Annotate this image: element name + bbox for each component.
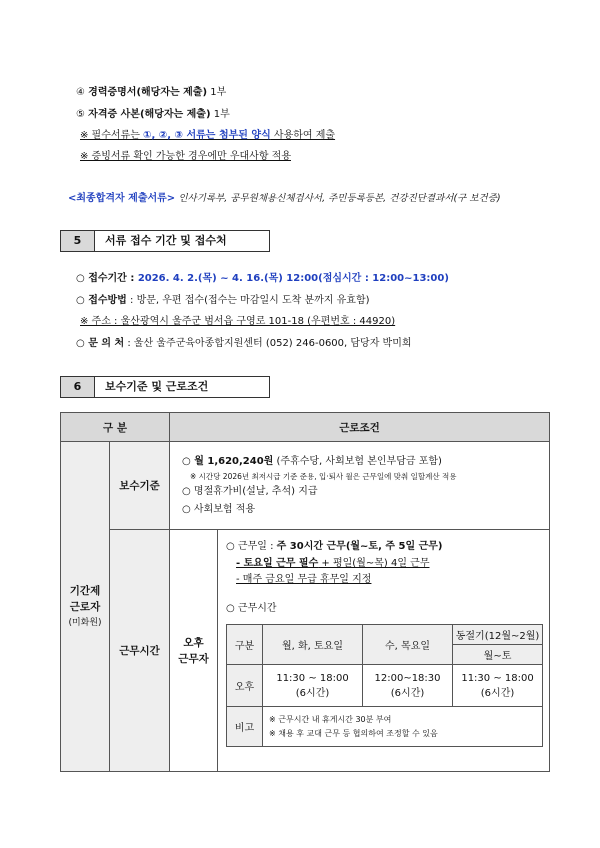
pay-line-1 (182, 453, 549, 471)
col-mon-tue-sat: 월, 화, 토요일 (263, 625, 363, 665)
saturday-line (226, 556, 543, 572)
item-label: 경력증명서(해당자는 제출) (88, 87, 208, 98)
item-number: ⑤ (76, 109, 85, 120)
row-afternoon: 오후 (227, 665, 263, 707)
work-hours-label: 근무시간 (110, 530, 170, 772)
shift-label-cell (170, 530, 218, 772)
item-qty: 1부 (207, 87, 227, 98)
section-5-header (60, 230, 270, 252)
time-range: 11:30 ~ 18:00 (461, 672, 534, 684)
item-qty: 1부 (210, 109, 230, 120)
pay-amount: ○ 월 1,620,240원 (182, 455, 274, 467)
item-label: 자격증 사본(해당자는 제출) (88, 109, 211, 120)
section-number: 6 (61, 377, 95, 397)
required-docs-note (80, 126, 335, 141)
method-label: ○ 접수방법 (76, 295, 127, 306)
col-wed-thu: 수, 목요일 (363, 625, 453, 665)
col-winter: 동절기(12월~2월) (453, 625, 543, 645)
time-range: 12:00~18:30 (374, 672, 441, 684)
worker-type-line2: 근로자 (69, 600, 101, 613)
col-gubun: 구분 (227, 625, 263, 665)
document-item-4 (76, 83, 226, 98)
time-winter (453, 665, 543, 707)
section-6-header (60, 376, 270, 398)
worker-type-cell (61, 442, 110, 772)
friday-line: - 매주 금요일 무급 휴무일 지정 (236, 574, 372, 585)
contact-label: ○ 문 의 처 (76, 338, 125, 349)
method-value: : 방문, 우편 접수(접수는 마감일시 도착 분까지 유효함) (126, 295, 370, 306)
time-wed-thu (363, 665, 453, 707)
working-conditions-table (60, 412, 550, 772)
document-item-5 (76, 105, 230, 120)
worktime-title: ○ 근무시간 (226, 603, 277, 614)
workday-value: 주 30시간 근무(월~토, 주 5일 근무) (276, 541, 443, 552)
worker-type-sub: (미화원) (68, 617, 102, 628)
note-break-time: ※ 근무시간 내 휴게시간 30분 부여 (269, 714, 392, 724)
pay-details (170, 442, 550, 530)
final-docs-label: <최종합격자 제출서류> (68, 193, 176, 204)
shift-label-line2: 근무자 (178, 652, 209, 665)
application-period (76, 269, 449, 284)
final-docs-text: 인사기록부, 공무원채용신체검사서, 주민등록등본, 건강진단결과서(구 보건증) (178, 193, 501, 204)
contact-value: : 울산 울주군육아종합지원센터 (052) 246-0600, 담당자 박미희 (124, 338, 412, 349)
pay-amount-note: (주휴수당, 사회보험 본인부담금 포함) (276, 455, 442, 467)
evidence-note: ※ 증빙서류 확인 가능한 경우에만 우대사항 적용 (80, 151, 291, 162)
contact-info (76, 334, 412, 349)
pay-line-3: ○ 사회보험 적용 (182, 503, 256, 515)
col-winter-days: 월~토 (453, 645, 543, 665)
row-note-label: 비고 (227, 707, 263, 747)
note-highlight: ①, ②, ③ 서류는 첨부된 양식 (143, 130, 271, 141)
pay-label: 보수기준 (110, 442, 170, 530)
item-number: ④ (76, 87, 85, 98)
saturday-required: - 토요일 근무 필수 (236, 558, 319, 569)
note-cell (263, 707, 543, 747)
time-hours: (6시간) (390, 687, 425, 699)
header-conditions: 근로조건 (170, 413, 550, 442)
period-label: ○ 접수기간 : (76, 273, 138, 284)
section-number: 5 (61, 231, 95, 251)
time-hours: (6시간) (295, 687, 330, 699)
note-text: 사용하여 제출 (270, 130, 336, 141)
header-category: 구 분 (61, 413, 170, 442)
pay-wage-note: ※ 시간당 2026년 최저시급 기준 준용, 입·퇴사 월은 근무일에 맞춰 일할계산 적용 (190, 471, 457, 481)
note-text: ※ 필수서류는 (80, 130, 144, 141)
mailing-address: ※ 주소 : 울산광역시 울주군 범서읍 구영로 101-18 (우편번호 : 44920) (80, 316, 396, 327)
worktime-table (226, 624, 543, 747)
pay-line-2: ○ 명절휴가비(설날, 추석) 지급 (182, 485, 318, 497)
worker-type-line1: 기간제 (69, 584, 101, 597)
shift-label-line1: 오후 (183, 636, 204, 649)
workday-prefix: ○ 근무일 : (226, 541, 277, 552)
weekday-count: + 평일(월~목) 4일 근무 (318, 558, 430, 569)
section-title: 서류 접수 기간 및 접수처 (105, 234, 227, 247)
workday-line (226, 538, 543, 556)
final-docs-line (68, 189, 501, 204)
time-range: 11:30 ~ 18:00 (276, 672, 349, 684)
period-value: 2026. 4. 2.(목) ~ 4. 16.(목) 12:00(점심시간 : 12:00~13:00) (137, 273, 449, 284)
application-method (76, 291, 370, 306)
time-hours: (6시간) (480, 687, 515, 699)
note-shift-adjust: ※ 채용 후 교대 근무 등 협의하여 조정할 수 있음 (269, 728, 438, 738)
work-hours-details (218, 530, 550, 772)
time-mon-tue-sat (263, 665, 363, 707)
section-title: 보수기준 및 근로조건 (105, 380, 209, 393)
